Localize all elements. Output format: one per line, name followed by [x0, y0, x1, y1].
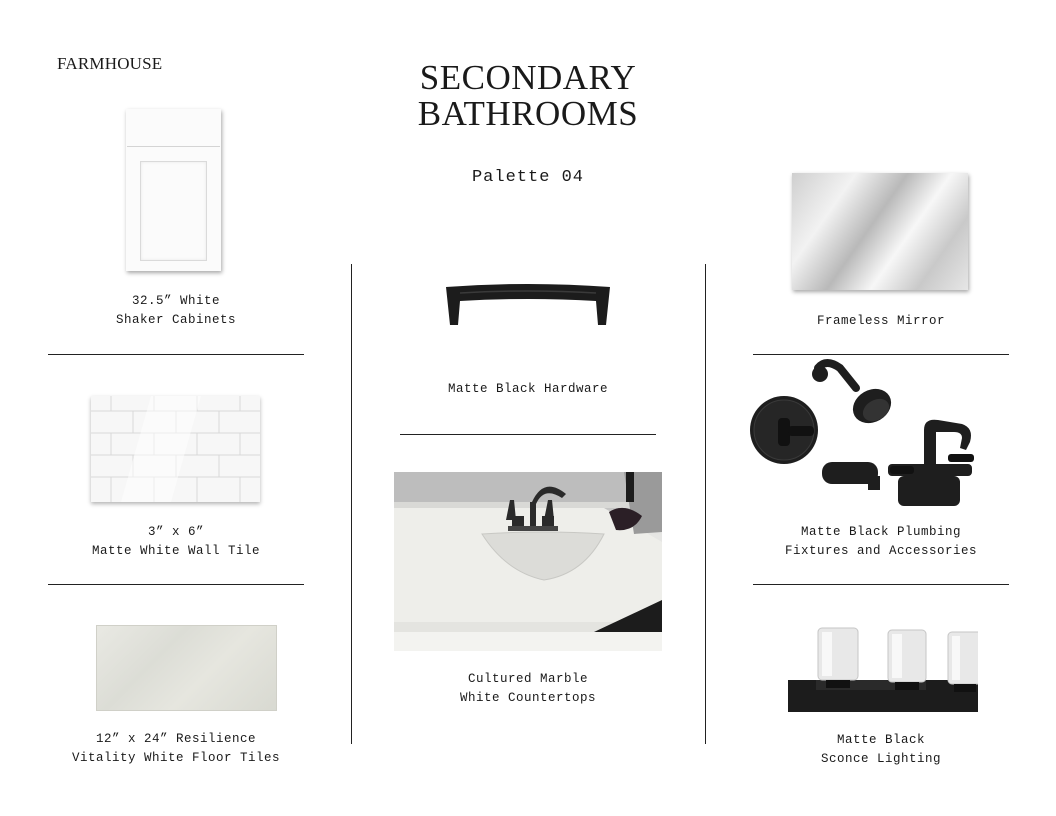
countertop-image: [394, 472, 662, 651]
mirror-image: [792, 173, 968, 290]
row-divider-right-1: [753, 354, 1009, 355]
plumbing-caption: [753, 523, 1009, 561]
row-divider-left-1: [48, 354, 304, 355]
row-divider-right-2: [753, 584, 1009, 585]
countertops-caption-line1: Cultured Marble: [467, 672, 589, 686]
countertops-caption: [400, 670, 656, 708]
plumbing-fixtures-image: [748, 358, 982, 510]
plumbing-caption-line2: Fixtures and Accessories: [784, 544, 978, 558]
cabinets-caption-line2: Shaker Cabinets: [115, 313, 237, 327]
floor-tile-caption-line1: 12” x 24” Resilience: [95, 732, 257, 746]
floor-tile-caption-line2: Vitality White Floor Tiles: [71, 751, 281, 765]
wall-tile-caption-line2: Matte White Wall Tile: [91, 544, 261, 558]
style-label: FARMHOUSE: [57, 54, 163, 73]
column-divider-right: [705, 264, 706, 744]
mirror-caption-line1: Frameless Mirror: [816, 314, 946, 328]
column-divider-left: [351, 264, 352, 744]
drawer-pull-image: [438, 283, 618, 329]
floor-tile-caption: [48, 730, 304, 768]
wall-tile-caption-line1: 3” x 6”: [147, 525, 204, 539]
countertop-scene: [394, 472, 662, 651]
lighting-caption-line1: Matte Black: [836, 733, 925, 747]
title-line-1: SECONDARY: [419, 58, 637, 97]
lighting-caption: [753, 731, 1009, 769]
row-divider-left-2: [48, 584, 304, 585]
cabinet-door-panel: [140, 161, 207, 261]
plumbing-caption-line1: Matte Black Plumbing: [800, 525, 962, 539]
subway-tile-image: [91, 396, 260, 502]
palette-label: Palette 04: [471, 168, 585, 187]
hardware-caption-line1: Matte Black Hardware: [447, 382, 609, 396]
floor-tile-image: [96, 625, 277, 711]
cabinets-caption: [48, 292, 304, 330]
title-line-2: BATHROOMS: [417, 94, 639, 133]
lighting-caption-line2: Sconce Lighting: [820, 752, 942, 766]
hardware-caption: [400, 380, 656, 399]
sconce-light-image: [788, 624, 978, 712]
subway-tile-pattern: [91, 396, 260, 502]
row-divider-center: [400, 434, 656, 435]
page-title: [378, 60, 678, 132]
countertops-caption-line2: White Countertops: [459, 691, 597, 705]
mirror-caption: [753, 312, 1009, 331]
cabinets-caption-line1: 32.5” White: [131, 294, 220, 308]
cabinet-image: [126, 109, 221, 271]
wall-tile-caption: [48, 523, 304, 561]
cabinet-drawer-front: [127, 110, 220, 147]
